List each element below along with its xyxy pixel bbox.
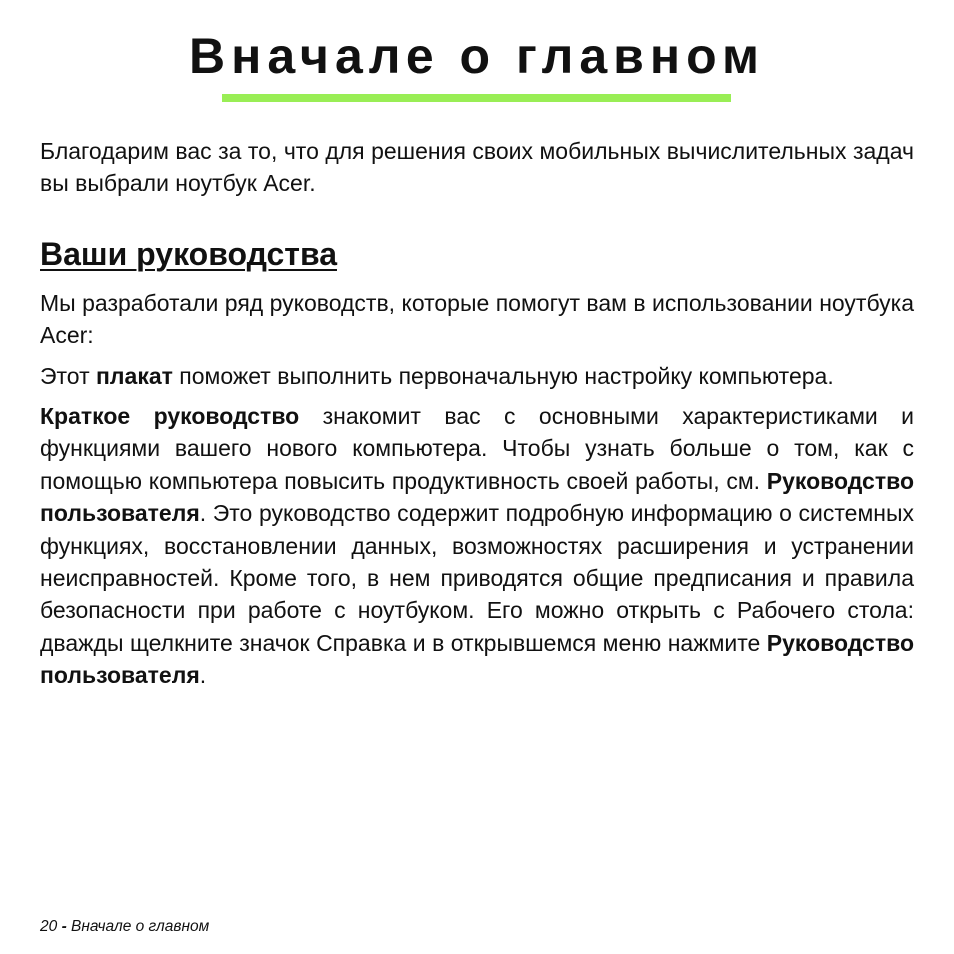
user-guide-term-2: Руководство пользователя — [40, 629, 914, 689]
page-title: Вначале о главном — [189, 28, 765, 84]
footer-separator: - — [61, 918, 67, 935]
intro-paragraph: Благодарим вас за то, что для решения своих мобильных вычислительных задач вы выбрали ноутбук Acer. — [40, 138, 914, 197]
section-heading: Ваши руководства — [40, 235, 337, 272]
page-content — [40, 135, 914, 692]
title-underline-rule — [222, 94, 731, 102]
footer-chapter: Вначале о главном — [71, 918, 210, 935]
page-footer — [40, 917, 209, 937]
quick-guide-paragraph — [40, 400, 914, 692]
poster-paragraph — [40, 360, 914, 392]
poster-text-post: поможет выполнить первоначальную настройку компьютера. — [172, 362, 834, 389]
quick-guide-text-1: знакомит вас с основными характеристиками и функциями вашего нового компьютера. Чтобы узнать больше о том, как с помощью компьютера повысить продуктивность своей работы, см. — [40, 403, 914, 494]
page-number: 20 — [40, 918, 58, 935]
quick-guide-term: Краткое руководство — [40, 403, 300, 430]
quick-guide-text-2: . Это руководство содержит подробную информацию о системных функциях, восстановлении данных, возможностях расширения и устранении неисправностей. Кроме того, в нем приводятся общие предписания и правила безопасности при работе с ноутбуком. Его можно открыть с Рабочего стола: дважды щелкните значок Справка и в открывшемся меню нажмите — [40, 500, 914, 656]
poster-term: плакат — [96, 362, 173, 389]
user-guide-term: Руководство пользователя — [40, 467, 914, 527]
poster-text-pre: Этот — [40, 362, 97, 389]
guides-paragraph: Мы разработали ряд руководств, которые помогут вам в использовании ноутбука Acer: — [40, 289, 914, 349]
quick-guide-text-3: . — [199, 662, 207, 689]
